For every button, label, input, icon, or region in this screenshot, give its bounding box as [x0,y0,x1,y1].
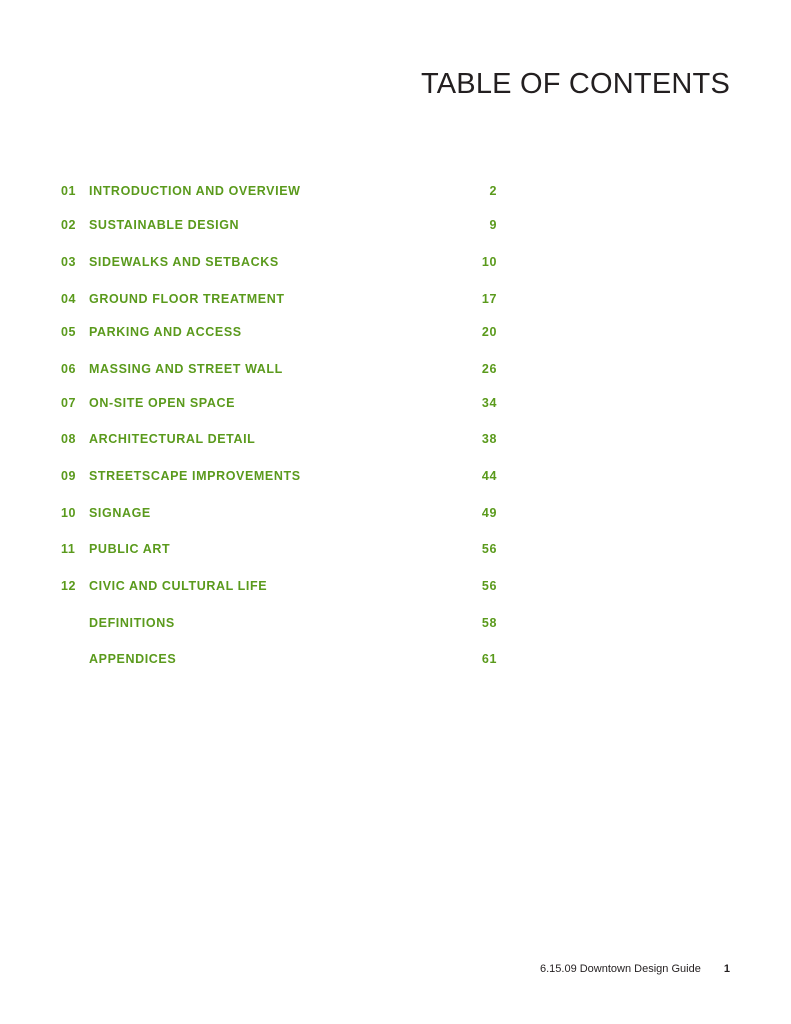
footer-document-title: 6.15.09 Downtown Design Guide [539,963,701,975]
toc-entry-number: 06 [61,362,77,376]
toc-entry-label: CIVIC AND CULTURAL LIFE [89,579,268,593]
toc-entry-label: ARCHITECTURAL DETAIL [89,432,256,446]
toc-entry-signage[interactable] [61,506,497,522]
toc-entry-label: PUBLIC ART [89,542,171,556]
toc-entry-page: 9 [489,218,497,232]
toc-entry-parking[interactable] [61,325,497,341]
toc-entry-page: 20 [481,325,497,339]
toc-entry-page: 58 [481,616,497,630]
toc-entry-number: 07 [61,396,77,410]
toc-entry-label: STREETSCAPE IMPROVEMENTS [89,469,301,483]
page-title: TABLE OF CONTENTS [420,68,730,100]
toc-entry-number: 12 [61,579,77,593]
toc-entry-definitions[interactable] [61,616,497,632]
toc-entry-number: 09 [61,469,77,483]
toc-entry-page: 61 [481,652,497,666]
toc-entry-civic-cultural[interactable] [61,579,497,595]
toc-entry-label: MASSING AND STREET WALL [89,362,283,376]
toc-entry-streetscape[interactable] [61,469,497,485]
toc-entry-ground-floor[interactable] [61,292,497,308]
toc-entry-number: 05 [61,325,77,339]
toc-entry-number: 01 [61,184,77,198]
toc-entry-number: 11 [61,542,76,556]
toc-entry-page: 49 [481,506,497,520]
toc-entry-open-space[interactable] [61,396,497,412]
toc-entry-label: SUSTAINABLE DESIGN [89,218,240,232]
toc-entry-number: 10 [61,506,77,520]
toc-entry-page: 56 [481,579,497,593]
toc-entry-number: 02 [61,218,77,232]
toc-entry-label: SIGNAGE [89,506,151,520]
toc-entry-page: 34 [481,396,497,410]
toc-entry-label: ON-SITE OPEN SPACE [89,396,236,410]
toc-entry-public-art[interactable] [61,542,497,558]
toc-entry-label: PARKING AND ACCESS [89,325,242,339]
toc-entry-number: 03 [61,255,77,269]
toc-entry-page: 38 [481,432,497,446]
toc-entry-page: 26 [481,362,497,376]
toc-entry-number: 04 [61,292,77,306]
toc-entry-appendices[interactable] [61,652,497,668]
toc-entry-label: DEFINITIONS [89,616,175,630]
toc-entry-page: 44 [481,469,497,483]
toc-entry-sustainable-design[interactable] [61,218,497,234]
toc-entry-label: SIDEWALKS AND SETBACKS [89,255,279,269]
toc-entry-page: 2 [489,184,497,198]
toc-entry-label: APPENDICES [89,652,177,666]
page-footer [540,963,730,975]
toc-entry-introduction[interactable] [61,184,497,200]
toc-entry-page: 17 [481,292,497,306]
toc-entry-architectural-detail[interactable] [61,432,497,448]
toc-entry-page: 56 [481,542,497,556]
toc-entry-label: INTRODUCTION AND OVERVIEW [89,184,301,198]
toc-entry-massing[interactable] [61,362,497,378]
toc-entry-label: GROUND FLOOR TREATMENT [89,292,285,306]
toc-entry-page: 10 [481,255,497,269]
toc-entry-number: 08 [61,432,77,446]
toc-entry-sidewalks[interactable] [61,255,497,271]
footer-page-number: 1 [723,963,730,975]
